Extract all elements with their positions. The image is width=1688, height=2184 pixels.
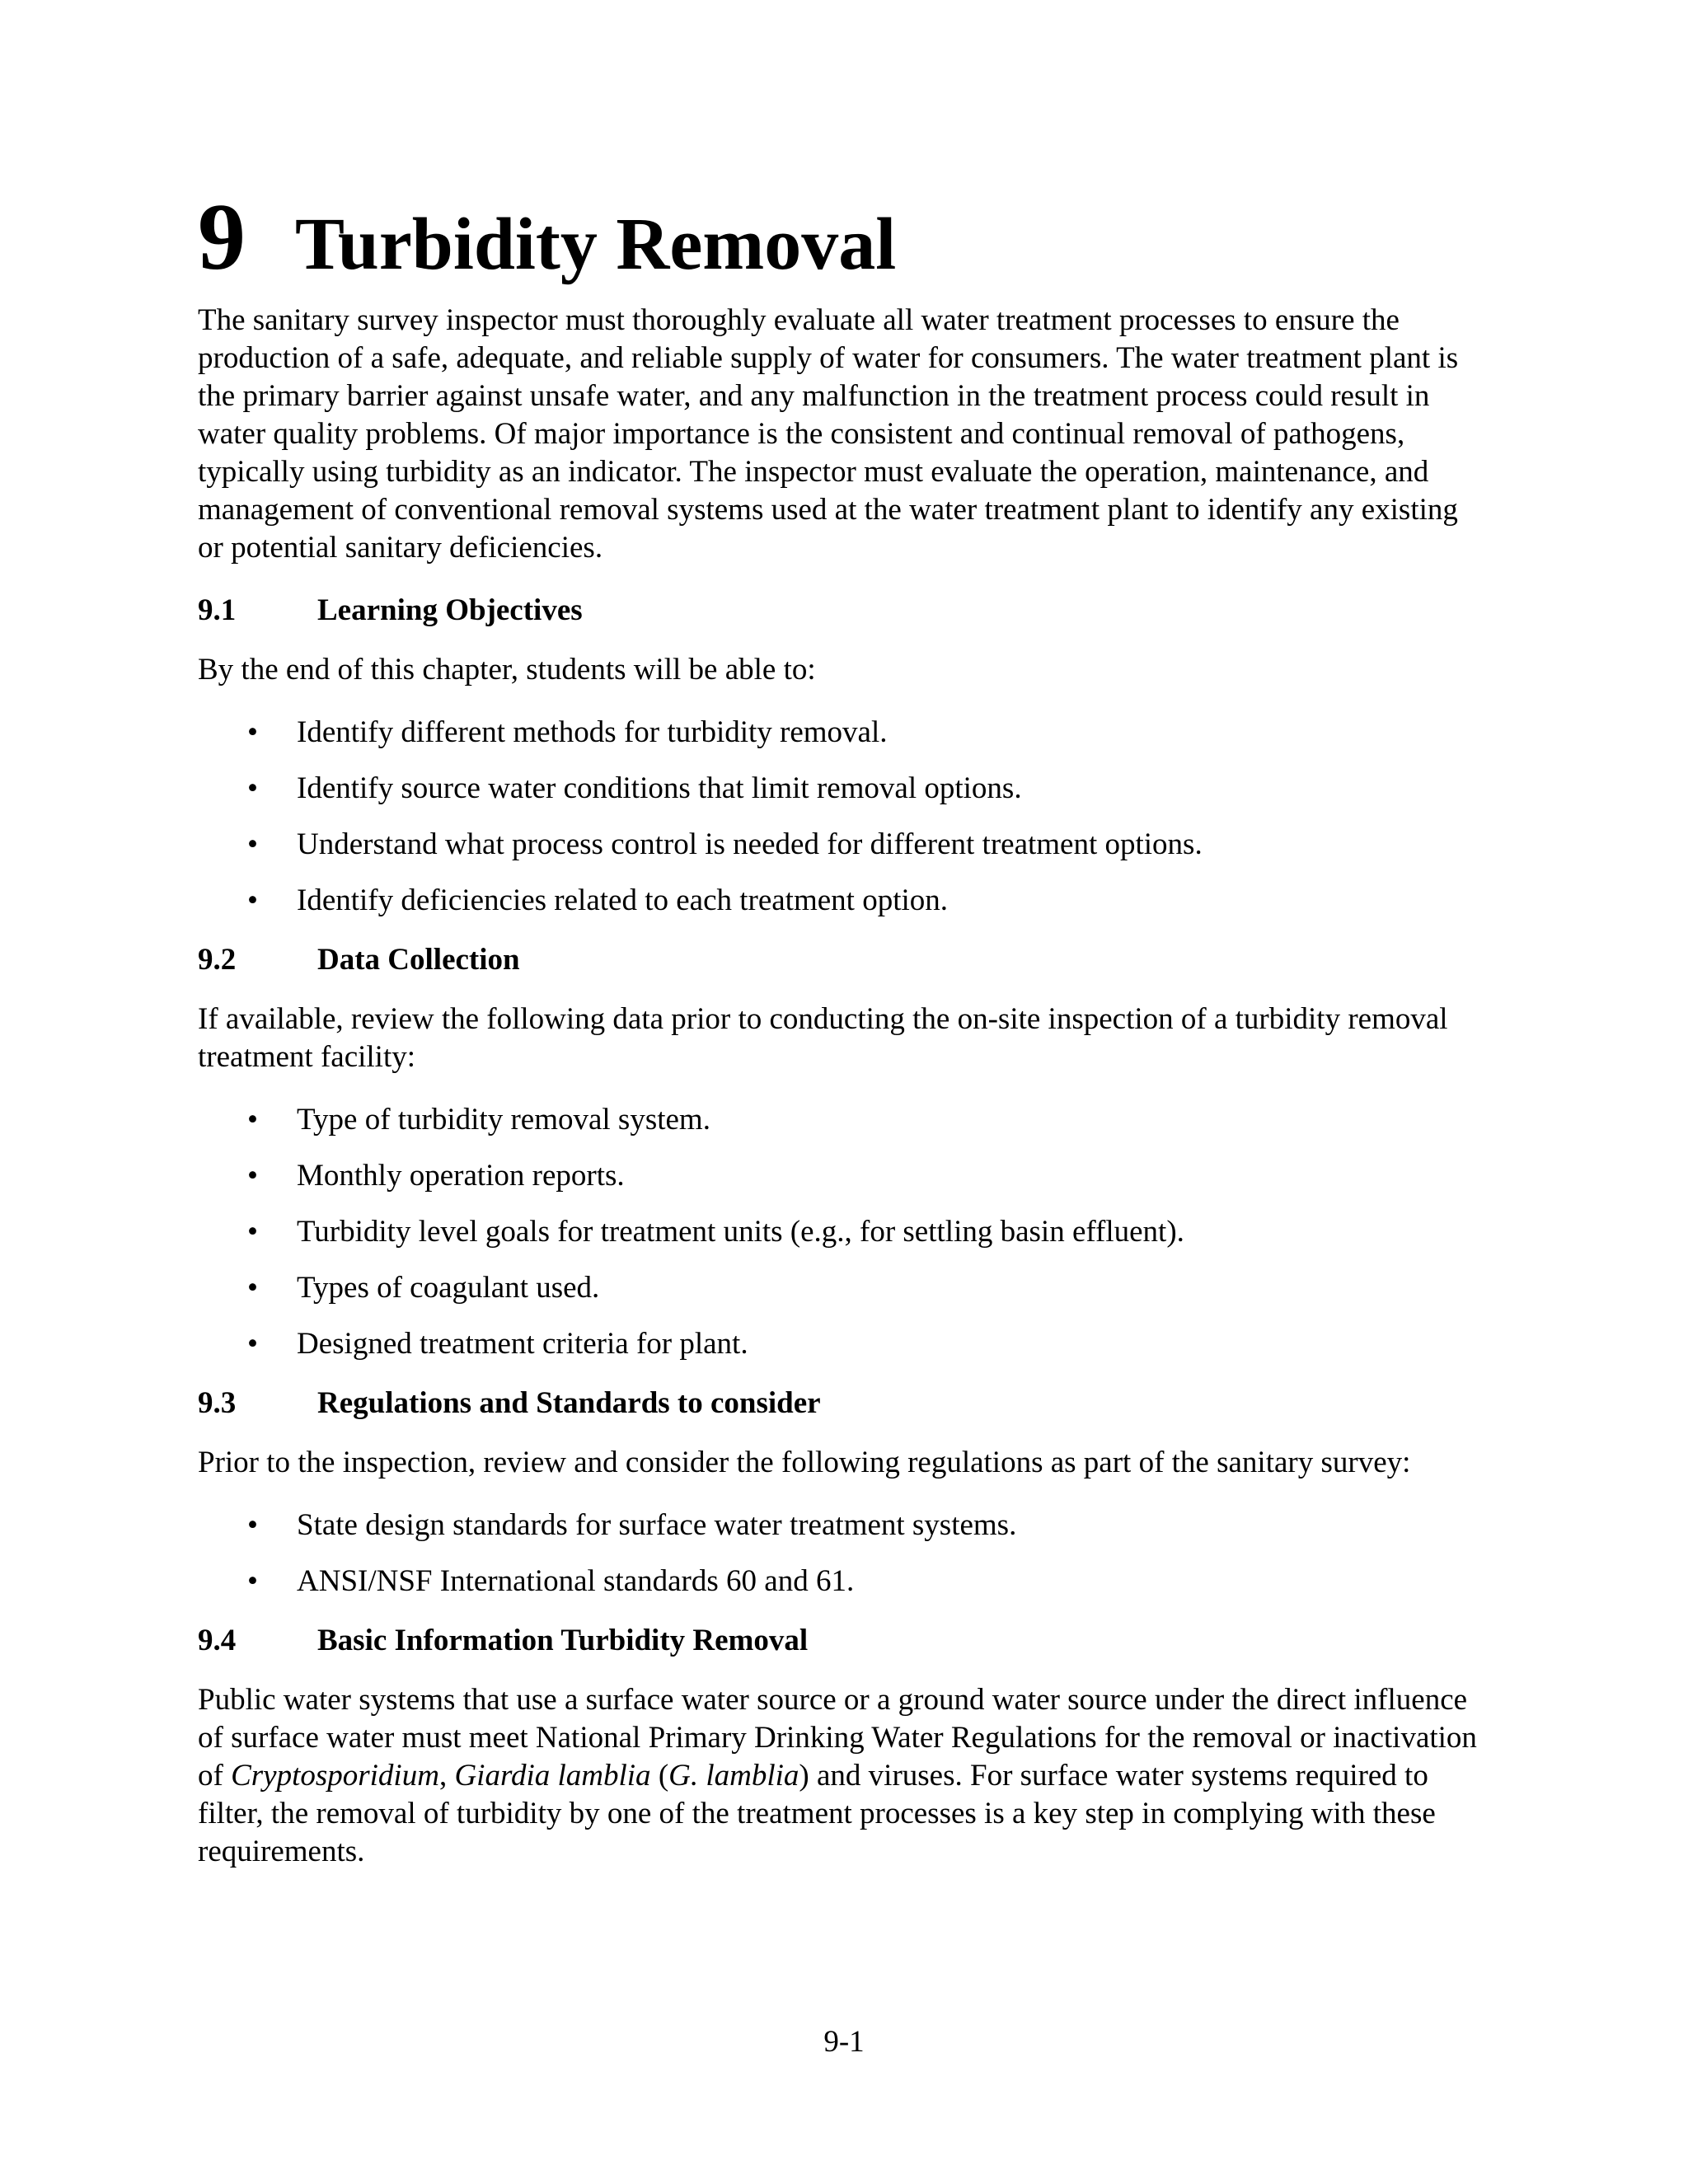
bullet-icon: • — [247, 1327, 258, 1361]
paragraph-text: , — [438, 1759, 455, 1793]
paragraph-text: ) and viruses. For surface water systems required to filter, the removal of turbidity by one of the treatment processes is a key step in complying with these requirements. — [198, 1759, 1436, 1868]
list-item-text: Types of coagulant used. — [297, 1271, 600, 1305]
list-item-text: ANSI/NSF International standards 60 and 61. — [297, 1564, 855, 1598]
section-number: 9.2 — [198, 943, 237, 977]
list-item — [198, 882, 1484, 920]
section-title: Data Collection — [317, 943, 520, 977]
section-title: Learning Objectives — [317, 593, 583, 627]
list-item — [198, 1213, 1484, 1251]
bullet-icon: • — [247, 1103, 258, 1137]
section-lead-9-1: By the end of this chapter, students will be able to: — [198, 653, 816, 687]
section-title: Basic Information Turbidity Removal — [317, 1624, 809, 1657]
italic-term-cryptosporidium: Cryptosporidium — [231, 1759, 439, 1793]
paragraph-text: Public water systems that use a surface water source or a ground water source under the direct influence of surface water must meet National Primary Drinking Water Regulations for the removal or inactivation of — [198, 1683, 1477, 1793]
list-item-text: Monthly operation reports. — [297, 1159, 625, 1193]
list-item — [198, 1157, 1484, 1195]
list-item — [198, 826, 1484, 864]
bullet-icon: • — [247, 1159, 258, 1193]
bullet-icon: • — [247, 1215, 258, 1249]
section-heading-9-3 — [198, 1385, 1484, 1422]
bullet-icon: • — [247, 715, 258, 749]
list-item-text: Identify source water conditions that limit removal options. — [297, 771, 1022, 805]
intro-paragraph: The sanitary survey inspector must thoroughly evaluate all water treatment processes to ensure the production of a safe, adequate, and reliable supply of water for consumers. The water treatment plant is the primary barrier against unsafe water, and any malfunction in the treatment process could result in water quality problems. Of major importance is the consistent and continual removal of pathogens, typically using turbidity as an indicator. The inspector must evaluate the operation, maintenance, and management of conventional removal systems used at the water treatment plant to identify any existing or potential sanitary deficiencies. — [198, 303, 1459, 565]
list-item-text: Identify different methods for turbidity removal. — [297, 715, 888, 749]
list-item-text: Type of turbidity removal system. — [297, 1103, 710, 1137]
section-heading-9-2 — [198, 941, 1484, 979]
section-lead-9-3: Prior to the inspection, review and consider the following regulations as part of the sanitary survey: — [198, 1446, 1411, 1479]
section-lead-9-2: If available, review the following data prior to conducting the on-site inspection of a turbidity removal treatment facility: — [198, 1002, 1448, 1074]
chapter-title — [198, 185, 1484, 290]
chapter-title-text: Turbidity Removal — [295, 204, 897, 285]
section-paragraph-9-4 — [198, 1681, 1484, 1871]
list-item — [198, 1269, 1484, 1307]
list-item — [198, 1101, 1484, 1139]
italic-term-giardia-lamblia: Giardia lamblia — [454, 1759, 651, 1793]
section-number: 9.4 — [198, 1624, 237, 1657]
paragraph-text: ( — [650, 1759, 669, 1793]
bullet-list-9-2 — [198, 1101, 1484, 1363]
list-item-text: Designed treatment criteria for plant. — [297, 1327, 748, 1361]
list-item — [198, 1507, 1484, 1544]
list-item-text: Understand what process control is needed for different treatment options. — [297, 827, 1203, 861]
section-number: 9.3 — [198, 1386, 237, 1420]
bullet-icon: • — [247, 1508, 258, 1542]
list-item-text: Turbidity level goals for treatment units (e.g., for settling basin effluent). — [297, 1215, 1184, 1249]
section-heading-9-4 — [198, 1622, 1484, 1660]
bullet-list-9-1 — [198, 714, 1484, 920]
list-item — [198, 1325, 1484, 1363]
bullet-icon: • — [247, 1271, 258, 1305]
list-item — [198, 714, 1484, 752]
list-item — [198, 1563, 1484, 1601]
bullet-icon: • — [247, 771, 258, 805]
list-item-text: Identify deficiencies related to each treatment option. — [297, 883, 949, 917]
bullet-icon: • — [247, 827, 258, 861]
chapter-number: 9 — [198, 185, 246, 290]
section-number: 9.1 — [198, 593, 237, 627]
list-item — [198, 770, 1484, 808]
bullet-icon: • — [247, 1564, 258, 1598]
page-number: 9-1 — [823, 2025, 865, 2059]
italic-term-g-lamblia: G. lamblia — [668, 1759, 799, 1793]
list-item-text: State design standards for surface water treatment systems. — [297, 1508, 1017, 1542]
bullet-list-9-3 — [198, 1507, 1484, 1601]
section-heading-9-1 — [198, 592, 1484, 630]
section-title: Regulations and Standards to consider — [317, 1386, 821, 1420]
document-page — [198, 185, 1484, 1896]
bullet-icon: • — [247, 883, 258, 917]
